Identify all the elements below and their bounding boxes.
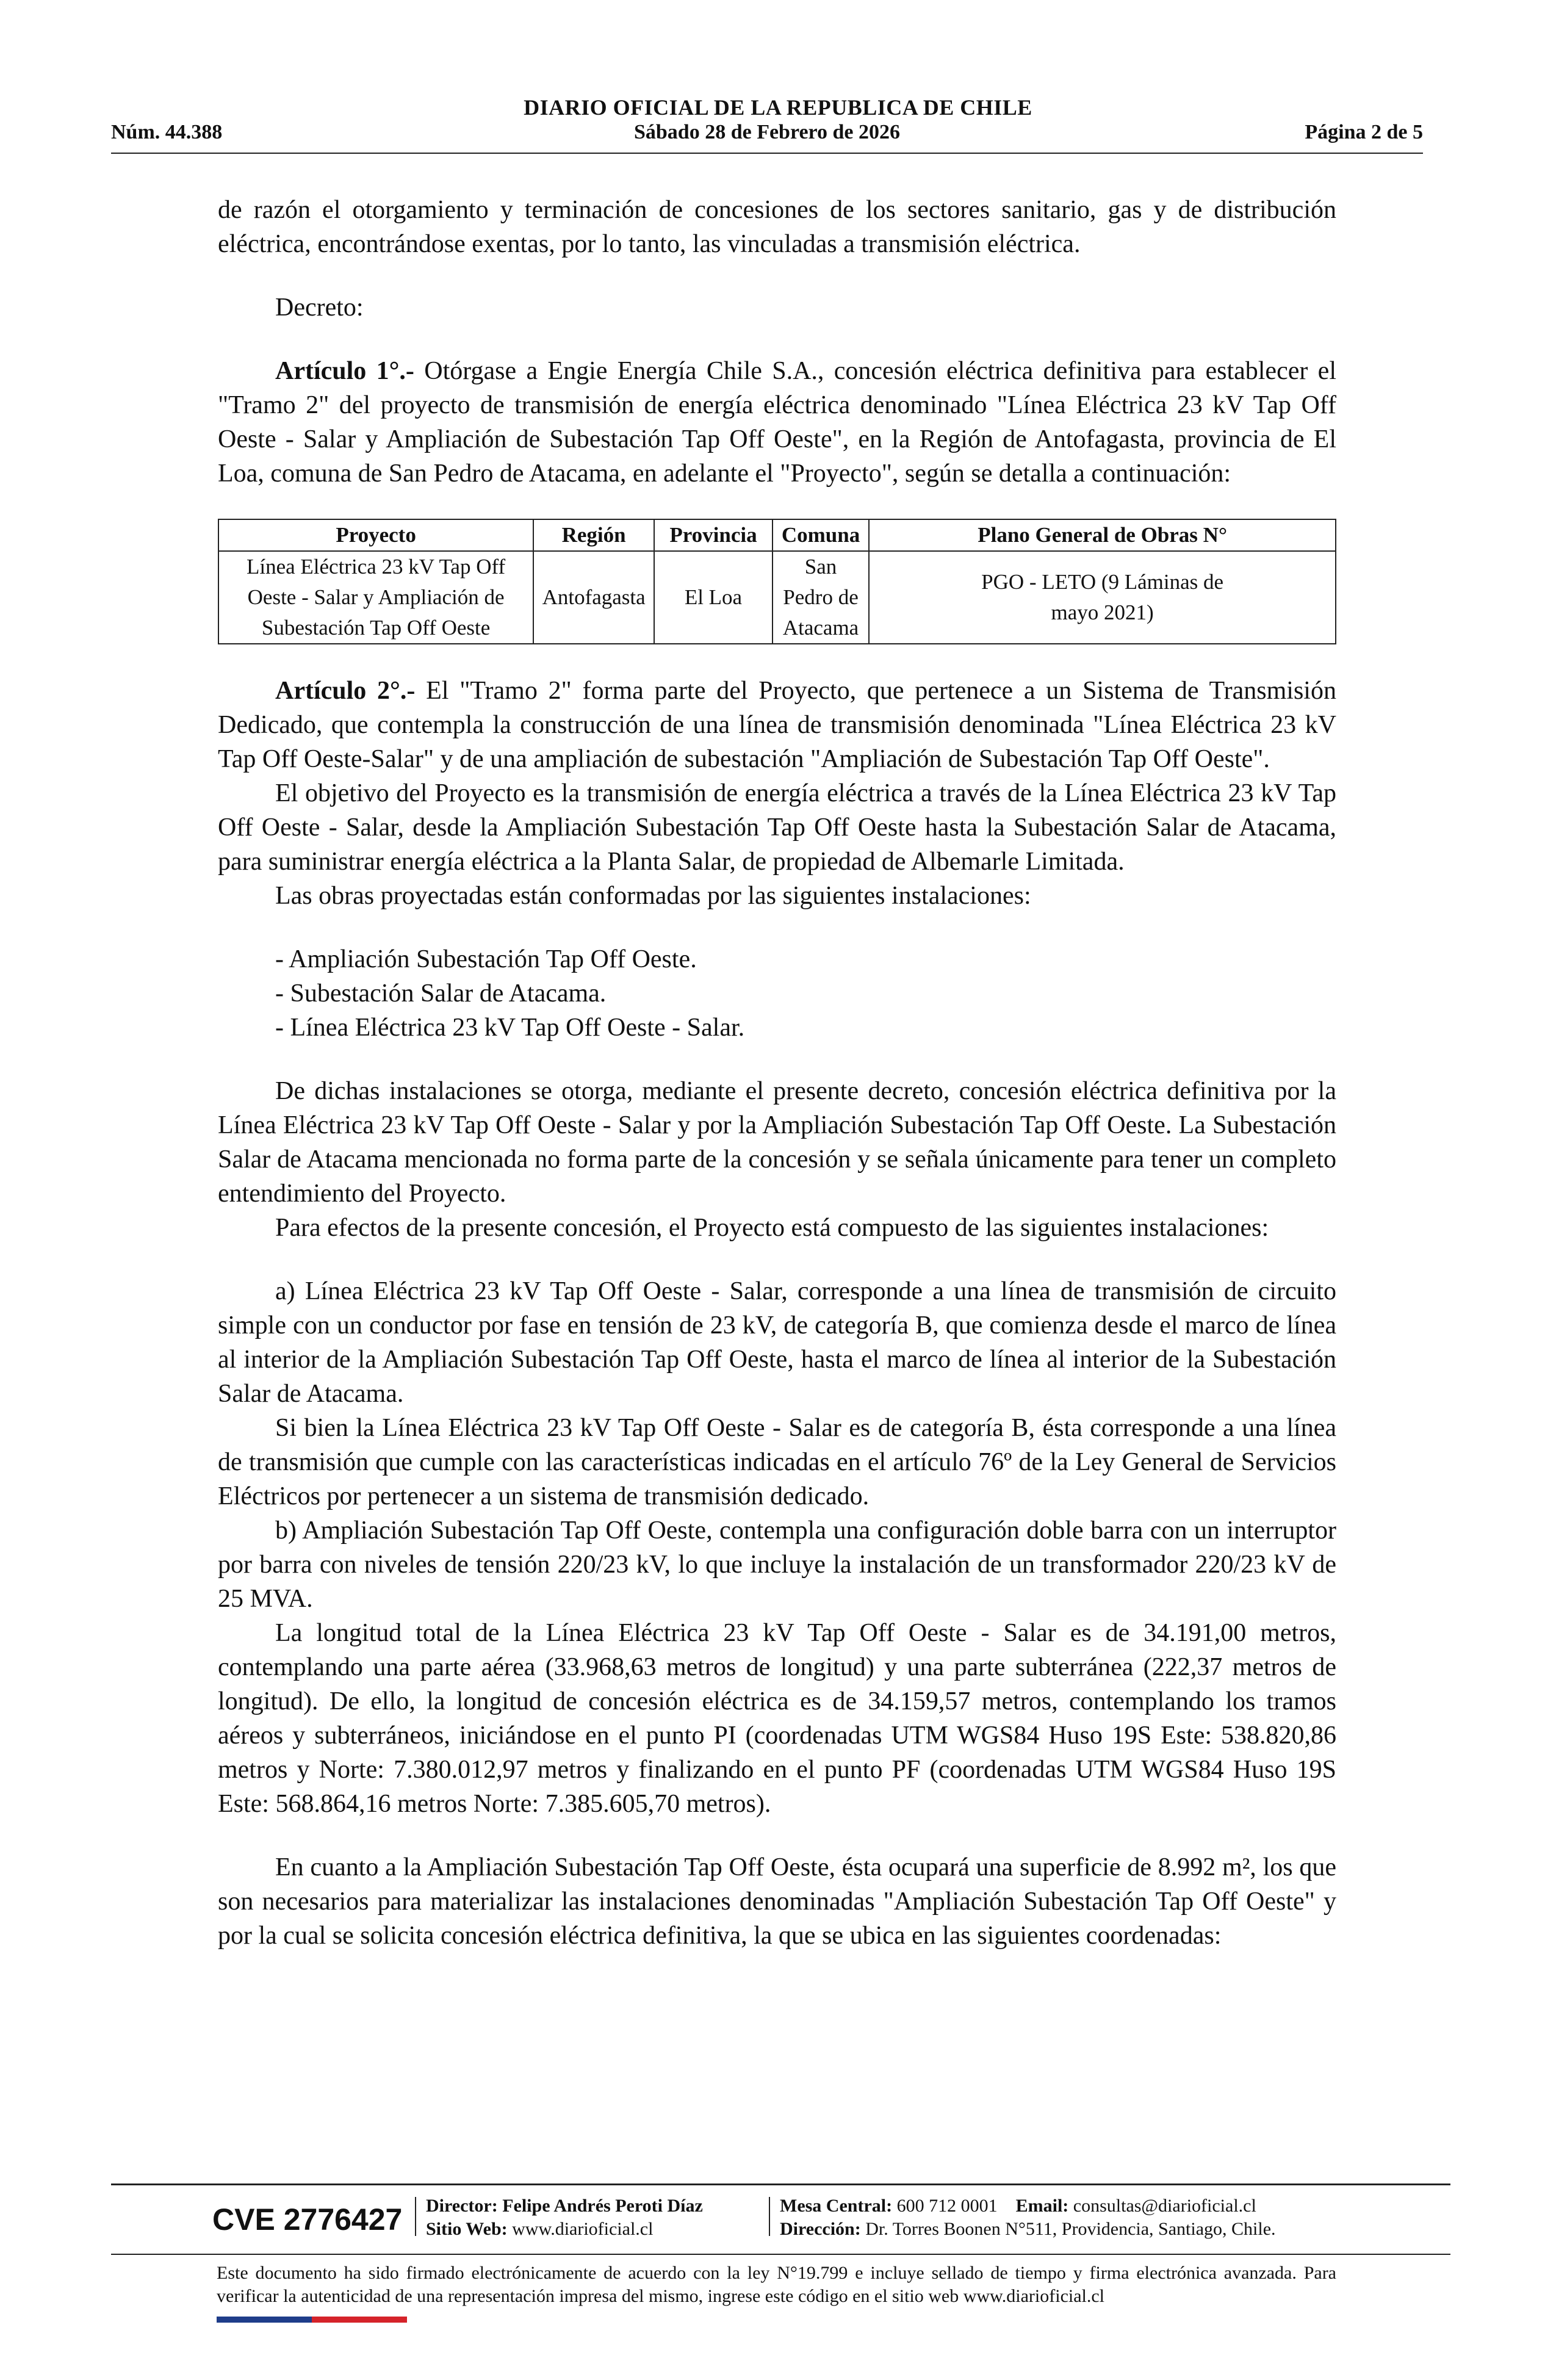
footer-separator	[415, 2197, 416, 2236]
footer-separator	[769, 2197, 770, 2236]
table-cell-region: Antofagasta	[533, 551, 654, 644]
article-2-text: El "Tramo 2" forma parte del Proyecto, que pertenece a un Sistema de Transmisión Dedicado, que contempla la construcción de una línea de transmisión denominada "Línea Eléctrica 23 kV Tap Off Oeste-Salar" y de una ampliación de subestación "Ampliación de Subestación Tap Off Oeste".	[218, 677, 1336, 773]
flag-blue-bar	[217, 2317, 312, 2323]
email-link[interactable]: consultas@diarioficial.cl	[1073, 2196, 1256, 2216]
table-header-cell: Región	[533, 519, 654, 551]
header-row	[111, 121, 1423, 150]
table-header-row	[218, 519, 1336, 551]
article-1-paragraph	[218, 354, 1336, 491]
list-item: - Línea Eléctrica 23 kV Tap Off Oeste - Salar.	[275, 1014, 745, 1042]
article-1-label: Artículo 1°.-	[275, 357, 414, 385]
list-item: - Subestación Salar de Atacama.	[275, 979, 607, 1008]
table-row	[218, 551, 1336, 644]
list-item: - Ampliación Subestación Tap Off Oeste.	[275, 945, 697, 973]
header-divider	[111, 153, 1423, 154]
director-name: Felipe Andrés Peroti Díaz	[502, 2196, 703, 2216]
issue-number: Núm. 44.388	[111, 121, 223, 143]
website-label: Sitio Web:	[426, 2219, 508, 2239]
table-header-cell: Comuna	[773, 519, 869, 551]
table-header-cell: Proyecto	[218, 519, 533, 551]
table-cell-provincia: El Loa	[654, 551, 773, 644]
cve-code: CVE 2776427	[212, 2202, 403, 2237]
page-indicator: Página 2 de 5	[1305, 121, 1423, 143]
longitud-paragraph: La longitud total de la Línea Eléctrica 23 kV Tap Off Oeste - Salar es de 34.191,00 metros, contemplando una parte aérea (33.968,63 metros de longitud) y una parte subterránea (222,37 metros de longitud). De ello, la longitud de concesión eléctrica es de 34.159,57 metros, contemplando los tramos aéreos y subterráneos, iniciándose en el punto PI (coordenadas UTM WGS84 Huso 19S Este: 538.820,86 metros y Norte: 7.380.012,97 metros y finalizando en el punto PF (coordenadas UTM WGS84 Huso 19S Este: 568.864,16 metros Norte: 7.385.605,70 metros).	[218, 1619, 1336, 1818]
footer-director-column	[426, 2194, 703, 2241]
direccion-label: Dirección:	[780, 2219, 861, 2239]
sibien-paragraph: Si bien la Línea Eléctrica 23 kV Tap Off Oeste - Salar es de categoría B, ésta corresponde a una línea de transmisión que cumple con las características indicadas en el artículo 76º de la Ley General de Servicios Eléctricos por pertenecer a un sistema de transmisión dedicado.	[218, 1414, 1336, 1510]
flag-stripe	[217, 2317, 407, 2323]
footer-info	[183, 2192, 1342, 2241]
footer-divider-bottom	[111, 2254, 1450, 2255]
document-body	[218, 193, 1336, 1953]
footer-contact-column	[780, 2194, 1276, 2241]
table-header-cell: Plano General de Obras N°	[869, 519, 1336, 551]
article-1-text: Otórgase a Engie Energía Chile S.A., concesión eléctrica definitiva para establecer el "Tramo 2" del proyecto de transmisión de energía eléctrica denominado "Línea Eléctrica 23 kV Tap Off Oeste - Salar y Ampliación de Subestación Tap Off Oeste", en la Región de Antofagasta, provincia de El Loa, comuna de San Pedro de Atacama, en adelante el "Proyecto", según se detalla a continuación:	[218, 357, 1336, 488]
newspaper-title: DIARIO OFICIAL DE LA REPUBLICA DE CHILE	[524, 95, 1032, 120]
article-2-label: Artículo 2°.-	[275, 677, 416, 705]
intro-paragraph: de razón el otorgamiento y terminación de concesiones de los sectores sanitario, gas y de distribución eléctrica, encontrándose exentas, por lo tanto, las vinculadas a transmisión eléctrica.	[218, 196, 1336, 258]
project-table	[218, 519, 1336, 644]
article-2-paragraph	[218, 674, 1336, 776]
direccion-value: Dr. Torres Boonen N°511, Providencia, Santiago, Chile.	[865, 2219, 1276, 2239]
installations-list	[218, 942, 1336, 1045]
obras-paragraph: Las obras proyectadas están conformadas por las siguientes instalaciones:	[275, 882, 1031, 910]
mesa-label: Mesa Central:	[780, 2196, 893, 2216]
dichas-paragraph: De dichas instalaciones se otorga, mediante el presente decreto, concesión eléctrica definitiva por la Línea Eléctrica 23 kV Tap Off Oeste - Salar y por la Ampliación Subestación Tap Off Oeste. La Subestación Salar de Atacama mencionada no forma parte de la concesión y se señala únicamente para tener un completo entendimiento del Proyecto.	[218, 1077, 1336, 1208]
director-label: Director:	[426, 2196, 498, 2216]
objetivo-paragraph: El objetivo del Proyecto es la transmisión de energía eléctrica a través de la Línea Eléctrica 23 kV Tap Off Oeste - Salar, desde la Ampliación Subestación Tap Off Oeste hasta la Subestación Salar de Atacama, para suministrar energía eléctrica a la Planta Salar, de propiedad de Albemarle Limitada.	[218, 779, 1336, 876]
legal-notice: Este documento ha sido firmado electrónicamente de acuerdo con la ley N°19.799 e incluye sellado de tiempo y firma electrónica avanzada. Para verificar la autenticidad de una representación impresa del mismo, ingrese este código en el sitio web www.diarioficial.cl	[217, 2263, 1336, 2306]
mesa-phone: 600 712 0001	[896, 2196, 998, 2216]
footer-divider-top	[111, 2183, 1450, 2185]
decreto-heading: Decreto:	[275, 294, 364, 322]
table-header-cell: Provincia	[654, 519, 773, 551]
table-cell-comuna: San Pedro de Atacama	[773, 551, 869, 644]
table-cell-plano: PGO - LETO (9 Láminas de mayo 2021)	[869, 551, 1336, 644]
efectos-paragraph: Para efectos de la presente concesión, el Proyecto está compuesto de las siguientes instalaciones:	[275, 1214, 1269, 1242]
flag-red-bar	[312, 2317, 407, 2323]
encuanto-paragraph: En cuanto a la Ampliación Subestación Tap Off Oeste, ésta ocupará una superficie de 8.992 m², los que son necesarios para materializar las instalaciones denominadas "Ampliación Subestación Tap Off Oeste" y por la cual se solicita concesión eléctrica definitiva, la que se ubica en las siguientes coordenadas:	[218, 1853, 1336, 1950]
website-link[interactable]: www.diarioficial.cl	[512, 2219, 654, 2239]
email-label: Email:	[1015, 2196, 1069, 2216]
item-a-paragraph: a) Línea Eléctrica 23 kV Tap Off Oeste - Salar, corresponde a una línea de transmisión de circuito simple con un conductor por fase en tensión de 23 kV, de categoría B, que comienza desde el marco de línea al interior de la Ampliación Subestación Tap Off Oeste, hasta el marco de línea al interior de la Subestación Salar de Atacama.	[218, 1277, 1336, 1408]
table-cell-proyecto: Línea Eléctrica 23 kV Tap Off Oeste - Salar y Ampliación de Subestación Tap Off Oeste	[218, 551, 533, 644]
item-b-paragraph: b) Ampliación Subestación Tap Off Oeste, contempla una configuración doble barra con un interruptor por barra con niveles de tensión 220/23 kV, lo que incluye la instalación de un transformador 220/23 kV de 25 MVA.	[218, 1516, 1336, 1613]
issue-date: Sábado 28 de Febrero de 2026	[633, 121, 901, 143]
